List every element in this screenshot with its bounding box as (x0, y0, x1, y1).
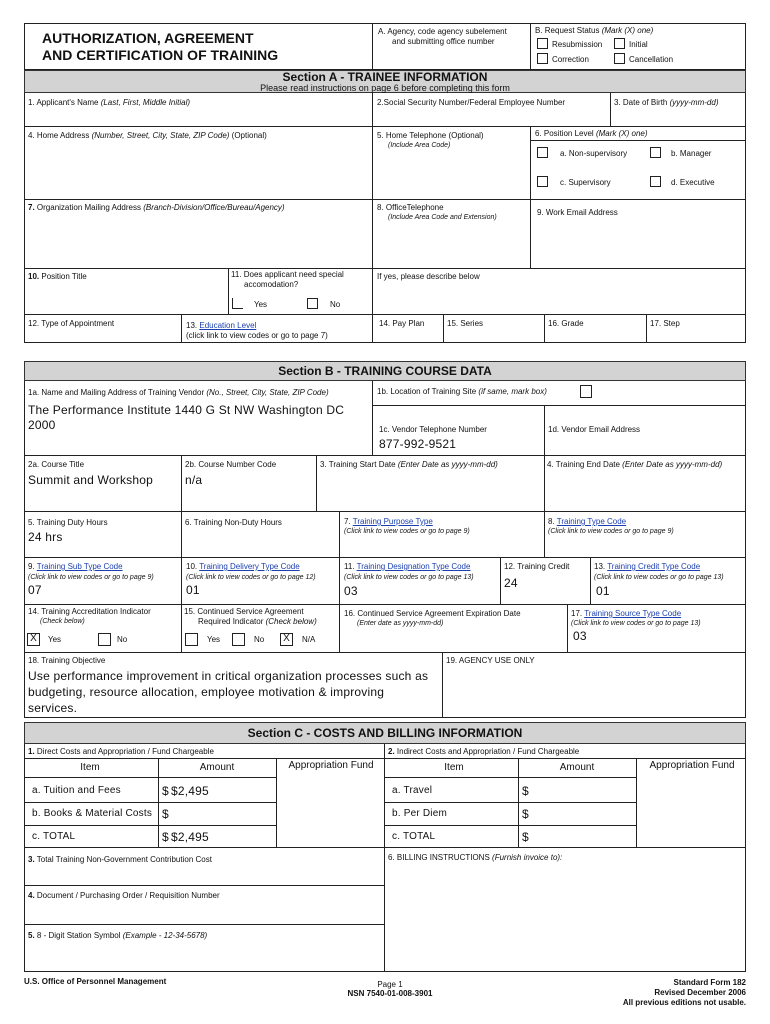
accreditation-yes-label: Yes (48, 635, 62, 644)
sub-type-link[interactable]: Training Sub Type Code (36, 562, 123, 571)
non-supervisory-checkbox[interactable] (537, 147, 548, 158)
vendor-name-label: 1a. Name and Mailing Address of Training Vendor (No., Street, City, State, ZIP Code) (28, 388, 329, 397)
non-duty-hours-label: 6. Training Non-Duty Hours (185, 518, 282, 527)
form-title-line2: AND CERTIFICATION OF TRAINING (42, 47, 279, 63)
designation-type-link[interactable]: Training Designation Type Code (356, 562, 471, 571)
credit-type-label: 13. Training Credit Type Code (594, 562, 701, 571)
position-title-label: 10. Position Title (28, 272, 87, 281)
section-b-title: Section B - TRAINING COURSE DATA (278, 364, 492, 378)
service-agreement-no-checkbox[interactable] (232, 633, 245, 646)
series-label: 15. Series (447, 319, 484, 328)
expiration-date-input[interactable] (344, 632, 564, 648)
manager-checkbox[interactable] (650, 147, 661, 158)
applicant-name-input[interactable] (28, 110, 368, 126)
initial-checkbox[interactable] (614, 38, 625, 49)
applicant-name-label: 1. Applicant's Name (Last, First, Middle Initial) (28, 98, 191, 107)
source-type-note: (Click link to view codes or go to page 13) (571, 620, 701, 627)
direct-col-approp: Appropriation Fund (288, 760, 374, 771)
delivery-type-value[interactable]: 01 (186, 583, 200, 597)
vendor-phone-value[interactable]: 877-992-9521 (379, 437, 457, 451)
direct-row-amount[interactable]: $2,495 (171, 830, 209, 844)
vendor-email-input[interactable] (548, 437, 742, 453)
accreditation-no-label: No (117, 635, 128, 644)
direct-row-item: a. Tuition and Fees (32, 785, 121, 796)
expiration-date-label: 16. Continued Service Agreement Expiration Date (344, 609, 521, 618)
pay-plan-label: 14. Pay Plan (379, 319, 425, 328)
end-date-input[interactable] (547, 473, 742, 489)
indirect-row-item: a. Travel (392, 785, 433, 796)
direct-row-dollar: $ (162, 784, 169, 798)
agency-label: A. Agency, code agency subelement (378, 27, 507, 36)
service-agreement-na-label: N/A (302, 635, 316, 644)
accommodation-no-checkbox[interactable] (307, 298, 318, 309)
course-number-value[interactable]: n/a (185, 473, 203, 487)
non-duty-hours-input[interactable] (185, 530, 335, 546)
end-date-label: 4. Training End Date (Enter Date as yyyy-mm-dd) (547, 460, 723, 469)
purpose-type-note: (Click link to view codes or go to page 9) (344, 528, 470, 535)
training-site-label: 1b. Location of Training Site (if same, mark box) (377, 387, 547, 396)
credit-type-link[interactable]: Training Credit Type Code (607, 562, 701, 571)
section-c-header (24, 722, 746, 744)
dob-input[interactable] (614, 110, 742, 126)
work-email-input[interactable] (537, 222, 742, 262)
appointment-type-input[interactable] (28, 330, 178, 342)
dob-label: 3. Date of Birth (yyyy-mm-dd) (614, 98, 719, 107)
vendor-email-label: 1d. Vendor Email Address (548, 425, 641, 434)
purpose-type-link[interactable]: Training Purpose Type (352, 517, 433, 526)
course-title-value[interactable]: Summit and Workshop (28, 473, 153, 487)
designation-type-label: 11. Training Designation Type Code (344, 562, 471, 571)
agency-use-label: 19. AGENCY USE ONLY (446, 656, 535, 665)
org-address-input[interactable] (28, 215, 368, 265)
direct-row-dollar: $ (162, 830, 169, 844)
training-type-link[interactable]: Training Type Code (556, 517, 627, 526)
vendor-address-line2[interactable]: 2000 (28, 418, 56, 432)
direct-costs-label: 1. Direct Costs and Appropriation / Fund Chargeable (28, 747, 214, 756)
credit-type-note: (Click link to view codes or go to page 13) (594, 574, 724, 581)
delivery-type-note: (Click link to view codes or go to page 12) (186, 574, 316, 581)
station-symbol-label: 5. 8 - Digit Station Symbol (Example - 12-34-5678) (28, 931, 208, 940)
footer-previous: All previous editions not usable. (622, 998, 746, 1007)
vendor-address-line1[interactable]: The Performance Institute 1440 G St NW Washington DC (28, 403, 345, 417)
service-agreement-na-checkbox[interactable]: X (280, 633, 293, 646)
sub-type-label: 9. Training Sub Type Code (28, 562, 123, 571)
duty-hours-value[interactable]: 24 hrs (28, 530, 63, 544)
non-gov-cost-input[interactable] (28, 867, 378, 883)
sub-type-value[interactable]: 07 (28, 583, 42, 597)
source-type-link[interactable]: Training Source Type Code (584, 609, 682, 618)
accommodation-describe-label: If yes, please describe below (377, 272, 480, 281)
appointment-type-label: 12. Type of Appointment (28, 319, 115, 328)
ssn-label: 2.Social Security Number/Federal Employee Number (377, 98, 566, 107)
indirect-row-dollar: $ (522, 830, 529, 844)
designation-type-note: (Click link to view codes or go to page 13) (344, 574, 474, 581)
po-number-input[interactable] (28, 903, 378, 921)
source-type-label: 17. Training Source Type Code (571, 609, 682, 618)
resubmission-checkbox[interactable] (537, 38, 548, 49)
indirect-col-amount: Amount (559, 762, 595, 773)
agency-label-2: and submitting office number (392, 37, 495, 46)
org-address-label: 7. Organization Mailing Address (Branch-Division/Office/Bureau/Agency) (28, 203, 285, 212)
sub-type-note: (Click link to view codes or go to page 9) (28, 574, 154, 581)
manager-label: b. Manager (671, 149, 712, 158)
training-objective-line3[interactable]: services. (28, 701, 78, 715)
form-title (42, 30, 278, 64)
education-level-link[interactable]: Education Level (199, 321, 257, 330)
office-phone-note: (Include Area Code and Extension) (388, 214, 497, 221)
accommodation-yes-label: Yes (254, 300, 268, 309)
correction-label: Correction (552, 55, 589, 64)
service-agreement-yes-checkbox[interactable] (185, 633, 198, 646)
non-gov-cost-label: 3. Total Training Non-Government Contribution Cost (28, 855, 212, 864)
footer-nsn: NSN 7540-01-008-3901 (347, 989, 433, 998)
indirect-col-approp: Appropriation Fund (649, 760, 735, 771)
grade-label: 16. Grade (548, 319, 584, 328)
position-level-label: 6. Position Level (Mark (X) one) (535, 129, 648, 138)
indirect-row-item: c. TOTAL (392, 831, 436, 842)
start-date-label: 3. Training Start Date (Enter Date as yyyy-mm-dd) (320, 460, 498, 469)
direct-row-item: c. TOTAL (32, 831, 76, 842)
direct-col-amount: Amount (199, 762, 235, 773)
supervisory-label: c. Supervisory (560, 178, 611, 187)
section-a-subtitle: Please read instructions on page 6 before completing this form (260, 83, 510, 93)
resubmission-label: Resubmission (552, 40, 603, 49)
cancellation-checkbox[interactable] (614, 53, 625, 64)
correction-checkbox[interactable] (537, 53, 548, 64)
training-credit-value[interactable]: 24 (504, 576, 518, 590)
expiration-date-note: (Enter date as yyyy-mm-dd) (357, 620, 444, 627)
designation-type-value[interactable]: 03 (344, 584, 358, 598)
delivery-type-link[interactable]: Training Delivery Type Code (199, 562, 300, 571)
section-b-header (24, 361, 746, 381)
training-type-label: 8. Training Type Code (548, 517, 627, 526)
direct-row-dollar: $ (162, 807, 169, 821)
training-type-note: (Click link to view codes or go to page 9) (548, 528, 674, 535)
indirect-costs-label: 2. Indirect Costs and Appropriation / Fund Chargeable (388, 747, 580, 756)
section-a-title: Section A - TRAINEE INFORMATION (282, 70, 488, 84)
accreditation-yes-checkbox[interactable]: X (27, 633, 40, 646)
position-title-input[interactable] (28, 284, 223, 312)
accreditation-label: 14. Training Accreditation Indicator (28, 607, 151, 616)
accommodation-no-label: No (330, 300, 341, 309)
footer-form-number: Standard Form 182 (673, 978, 746, 987)
direct-row-item: b. Books & Material Costs (32, 808, 153, 819)
training-objective-label: 18. Training Objective (28, 656, 106, 665)
direct-row-amount[interactable]: $2,495 (171, 784, 209, 798)
education-level-note: (click link to view codes or go to page 7) (186, 331, 328, 340)
billing-instructions-label: 6. BILLING INSTRUCTIONS (Furnish invoice to): (388, 853, 563, 862)
vendor-phone-label: 1c. Vendor Telephone Number (379, 425, 487, 434)
service-agreement-label: 15. Continued Service Agreement (184, 607, 304, 616)
station-symbol-input[interactable] (28, 943, 378, 967)
accreditation-note: (Check below) (40, 618, 85, 625)
credit-type-value[interactable]: 01 (596, 584, 610, 598)
non-supervisory-label: a. Non-supervisory (560, 149, 628, 158)
footer-agency: U.S. Office of Personnel Management (24, 977, 167, 986)
supervisory-checkbox[interactable] (537, 176, 548, 187)
training-objective-line1[interactable]: Use performance improvement in critical organization processes such as (28, 669, 429, 683)
training-credit-label: 12. Training Credit (504, 562, 570, 571)
home-phone-input[interactable] (377, 154, 527, 194)
indirect-row-dollar: $ (522, 784, 529, 798)
initial-label: Initial (629, 40, 648, 49)
accommodation-label-2: accomodation? (244, 280, 299, 289)
home-phone-label: 5. Home Telephone (Optional) (377, 131, 484, 140)
cancellation-label: Cancellation (629, 55, 674, 64)
footer-revised: Revised December 2006 (654, 988, 746, 997)
indirect-col-item: Item (444, 762, 464, 773)
office-phone-input[interactable] (377, 226, 527, 264)
work-email-label: 9. Work Email Address (537, 208, 618, 217)
status-label: B. Request Status (Mark (X) one) (535, 26, 654, 35)
agency-input[interactable] (376, 49, 526, 67)
course-title-label: 2a. Course Title (28, 460, 85, 469)
training-objective-line2[interactable]: budgeting, resource allocation, employee motivation & improving (28, 685, 385, 699)
form-title-line1: AUTHORIZATION, AGREEMENT (42, 30, 254, 46)
accommodation-yes-checkbox[interactable] (232, 298, 243, 309)
step-label: 17. Step (650, 319, 680, 328)
executive-checkbox[interactable] (650, 176, 661, 187)
billing-instructions-input[interactable] (388, 866, 742, 966)
accommodation-label: 11. Does applicant need special (231, 270, 344, 279)
home-address-label: 4. Home Address (Number, Street, City, State, ZIP Code) (Optional) (28, 131, 267, 140)
duty-hours-label: 5. Training Duty Hours (28, 518, 108, 527)
service-agreement-label-2: Required Indicator (Check below) (198, 617, 317, 626)
po-number-label: 4. Document / Purchasing Order / Requisition Number (28, 891, 220, 900)
delivery-type-label: 10. Training Delivery Type Code (186, 562, 300, 571)
accommodation-describe-input[interactable] (377, 284, 742, 312)
section-c-title: Section C - COSTS AND BILLING INFORMATION (247, 726, 523, 740)
direct-col-item: Item (80, 762, 100, 773)
indirect-row-item: b. Per Diem (392, 808, 447, 819)
purpose-type-label: 7. Training Purpose Type (344, 517, 433, 526)
service-agreement-no-label: No (254, 635, 265, 644)
ssn-input[interactable] (377, 110, 607, 126)
source-type-value[interactable]: 03 (573, 629, 587, 643)
home-phone-note: (Include Area Code) (388, 142, 451, 149)
footer-page: Page 1 (377, 980, 403, 989)
office-phone-label: 8. OfficeTelephone (377, 203, 444, 212)
education-level-label: 13. Education Level (186, 321, 257, 330)
section-a-header (24, 70, 746, 93)
start-date-input[interactable] (320, 473, 540, 489)
home-address-input[interactable] (28, 143, 368, 197)
executive-label: d. Executive (671, 178, 715, 187)
course-number-label: 2b. Course Number Code (185, 460, 277, 469)
accreditation-no-checkbox[interactable] (98, 633, 111, 646)
training-site-checkbox[interactable] (580, 385, 592, 398)
indirect-row-dollar: $ (522, 807, 529, 821)
service-agreement-yes-label: Yes (207, 635, 221, 644)
